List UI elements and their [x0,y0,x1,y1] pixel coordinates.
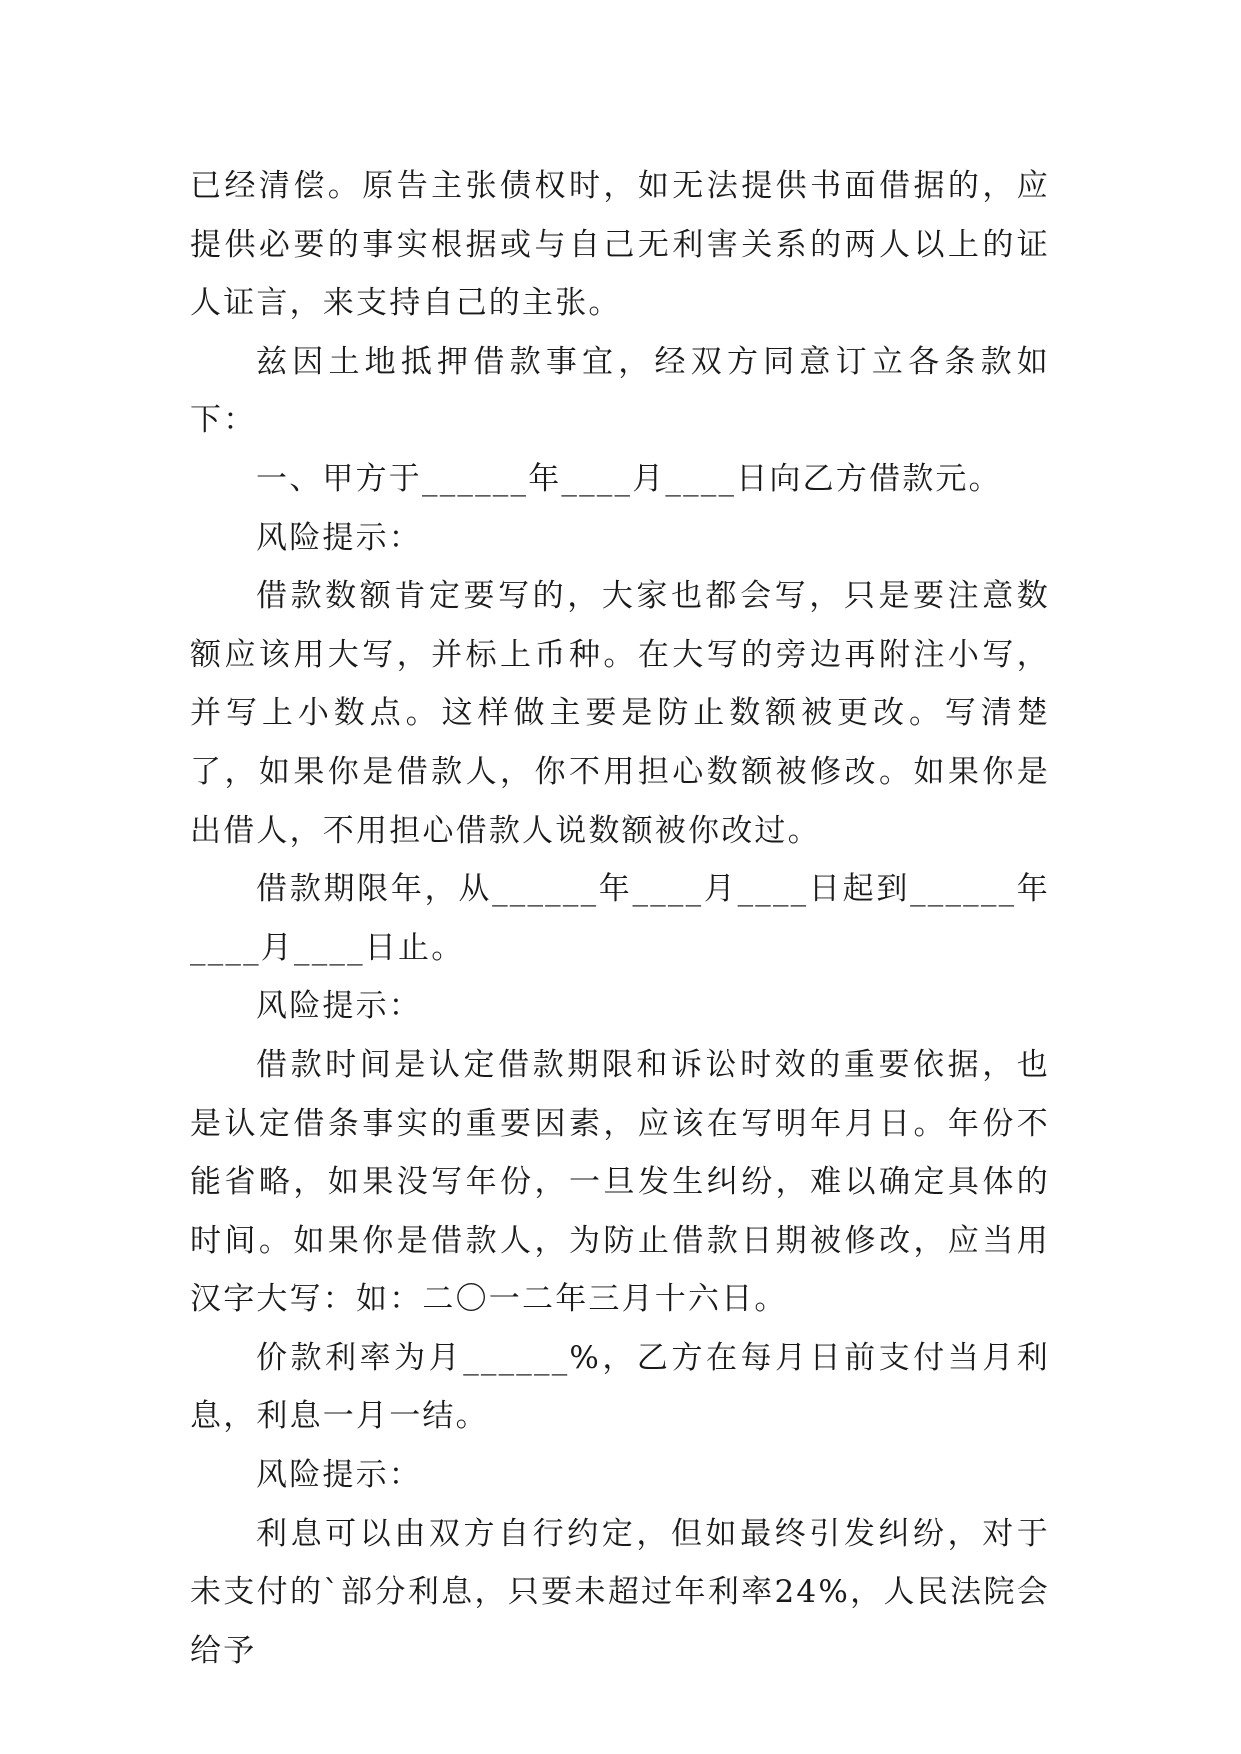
paragraph-amount-advice: 借款数额肯定要写的，大家也都会写，只是要注意数额应该用大写，并标上币种。在大写的旁边再附注小写，并写上小数点。这样做主要是防止数额被更改。写清楚了，如果你是借款人，你不用担心数额被修改。如果你是出借人，不用担心借款人说数额被你改过。 [190,578,1050,849]
paragraph-interest-rate: 价款利率为月______%，乙方在每月日前支付当月利息，利息一月一结。 [190,1339,1050,1435]
paragraph-risk-heading: 风险提示： [256,1457,422,1494]
paragraph-clause-one: 一、甲方于______年____月____日向乙方借款元。 [256,460,1002,497]
document-body [190,157,1050,1680]
paragraph-loan-term: 借款期限年，从______年____月____日起到______年____月____日止。 [190,871,1050,966]
paragraph-mortgage-intro: 兹因土地抵押借款事宜，经双方同意订立各条款如下： [190,343,1050,439]
paragraph-interest-advice: 利息可以由双方自行约定，但如最终引发纠纷，对于未支付的`部分利息，只要未超过年利率24%，人民法院会给予 [190,1515,1050,1669]
paragraph-date-advice: 借款时间是认定借款期限和诉讼时效的重要依据，也是认定借条事实的重要因素，应该在写明年月日。年份不能省略，如果没写年份，一旦发生纠纷，难以确定具体的时间。如果你是借款人，为防止借款日期被修改，应当用汉字大写：如：二〇一二年三月十六日。 [190,1046,1050,1318]
paragraph-risk-heading: 风险提示： [256,988,422,1025]
paragraph-debt-repaid: 已经清偿。原告主张债权时，如无法提供书面借据的，应提供必要的事实根据或与自己无利害关系的两人以上的证人证言，来支持自己的主张。 [190,168,1050,322]
paragraph-risk-heading: 风险提示： [256,519,422,556]
